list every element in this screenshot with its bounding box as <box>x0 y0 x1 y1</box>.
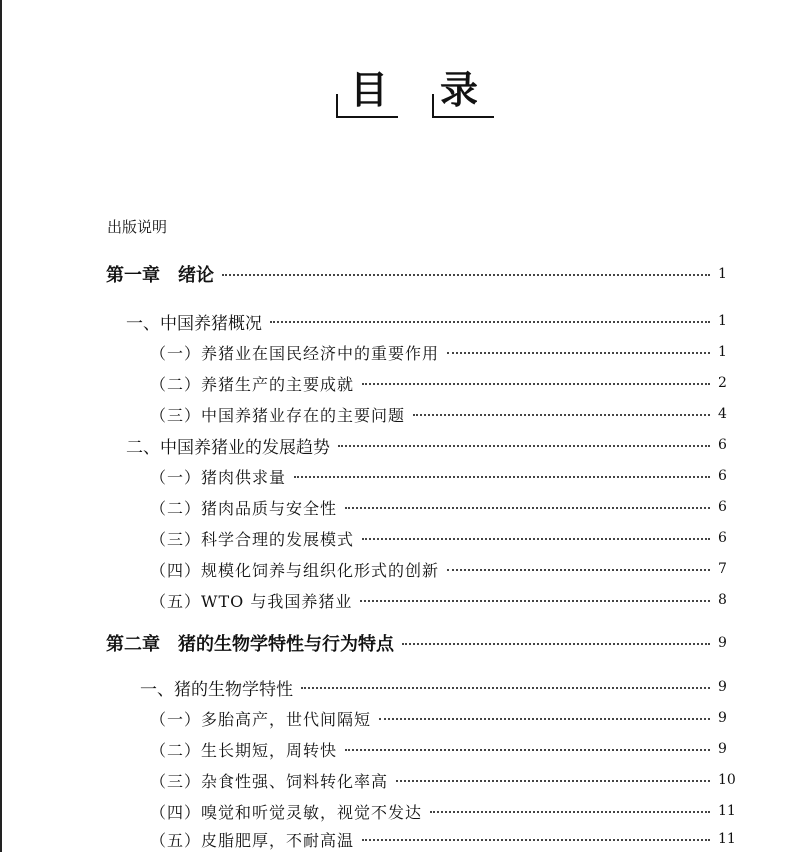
dot-leader <box>430 798 710 813</box>
toc-entry-label: （五）皮脂肥厚，不耐高温 <box>150 830 355 850</box>
toc-entry-page: 11 <box>718 831 736 847</box>
toc-entry <box>0 463 794 489</box>
toc-entry-label: （四）嗅觉和听觉灵敏，视觉不发达 <box>150 802 423 822</box>
toc-entry <box>0 630 794 656</box>
toc-entry <box>0 674 794 700</box>
toc-entry-page: 1 <box>718 266 727 282</box>
dot-leader <box>362 370 710 385</box>
toc-entry-page: 9 <box>718 679 727 695</box>
toc-entry-page: 9 <box>718 635 727 651</box>
toc-entry-page: 9 <box>718 710 727 726</box>
dot-leader <box>413 401 710 416</box>
toc-entry <box>0 261 794 287</box>
toc-entry <box>0 525 794 551</box>
dot-leader <box>362 826 710 841</box>
dot-leader <box>338 432 710 447</box>
toc-entry-page: 1 <box>718 313 727 329</box>
toc-entry-label: （三）科学合理的发展模式 <box>150 529 355 549</box>
toc-entry-label: （五）WTO 与我国养猪业 <box>150 591 353 611</box>
dot-leader <box>294 463 710 478</box>
dot-leader <box>447 339 710 354</box>
toc-entry-page: 8 <box>718 592 727 608</box>
preface-entry: 出版说明 <box>107 218 168 236</box>
toc-entry-label: 一、中国养猪概况 <box>126 313 262 334</box>
toc-title <box>330 66 510 126</box>
dot-leader <box>396 767 710 782</box>
toc-entry <box>0 494 794 520</box>
toc-entry <box>0 736 794 762</box>
toc-entry-page: 7 <box>718 561 727 577</box>
toc-entry-label: 一、猪的生物学特性 <box>140 679 293 700</box>
toc-entry-page: 6 <box>718 468 727 484</box>
dot-leader <box>345 736 710 751</box>
toc-entry-label: （二）养猪生产的主要成就 <box>150 374 355 394</box>
toc-entry-page: 1 <box>718 344 727 360</box>
dot-leader <box>345 494 710 509</box>
toc-entry-label: （四）规模化饲养与组织化形式的创新 <box>150 560 440 580</box>
toc-entry-page: 4 <box>718 406 727 422</box>
toc-entry <box>0 556 794 582</box>
dot-leader <box>270 308 710 323</box>
dot-leader <box>379 705 710 720</box>
toc-entry-label: （一）养猪业在国民经济中的重要作用 <box>150 343 440 363</box>
toc-entry <box>0 401 794 427</box>
toc-entry-page: 6 <box>718 530 727 546</box>
toc-entry-label: （二）猪肉品质与安全性 <box>150 498 338 518</box>
toc-entry-label: 二、中国养猪业的发展趋势 <box>126 437 330 458</box>
toc-entry-label: （三）中国养猪业存在的主要问题 <box>150 405 406 425</box>
dot-leader <box>301 674 710 689</box>
toc-entry-page: 10 <box>718 772 736 788</box>
toc-entry <box>0 370 794 396</box>
title-char: 目 <box>350 68 389 112</box>
toc-entry <box>0 339 794 365</box>
dot-leader <box>447 556 710 571</box>
dot-leader <box>402 630 710 645</box>
toc-entry-page: 9 <box>718 741 727 757</box>
toc-entry-label: （一）猪肉供求量 <box>150 467 287 487</box>
dot-leader <box>360 587 710 602</box>
toc-entry-label: （一）多胎高产，世代间隔短 <box>150 709 372 729</box>
toc-entry <box>0 705 794 731</box>
toc-entry <box>0 432 794 458</box>
dot-leader <box>362 525 710 540</box>
toc-entry-page: 2 <box>718 375 727 391</box>
toc-entry <box>0 826 794 852</box>
toc-entry-page: 6 <box>718 499 727 515</box>
title-char: 录 <box>440 68 479 112</box>
toc-entry-label: （二）生长期短，周转快 <box>150 740 338 760</box>
toc-entry <box>0 767 794 793</box>
toc-entry <box>0 587 794 613</box>
toc-entry-page: 11 <box>718 803 736 819</box>
toc-entry-page: 6 <box>718 437 727 453</box>
toc-entry-label: 第一章 绪论 <box>106 265 214 286</box>
dot-leader <box>222 261 710 276</box>
toc-entry <box>0 308 794 334</box>
toc-entry <box>0 798 794 824</box>
toc-entry-label: （三）杂食性强、饲料转化率高 <box>150 771 389 791</box>
toc-entry-label: 第二章 猪的生物学特性与行为特点 <box>106 634 394 655</box>
